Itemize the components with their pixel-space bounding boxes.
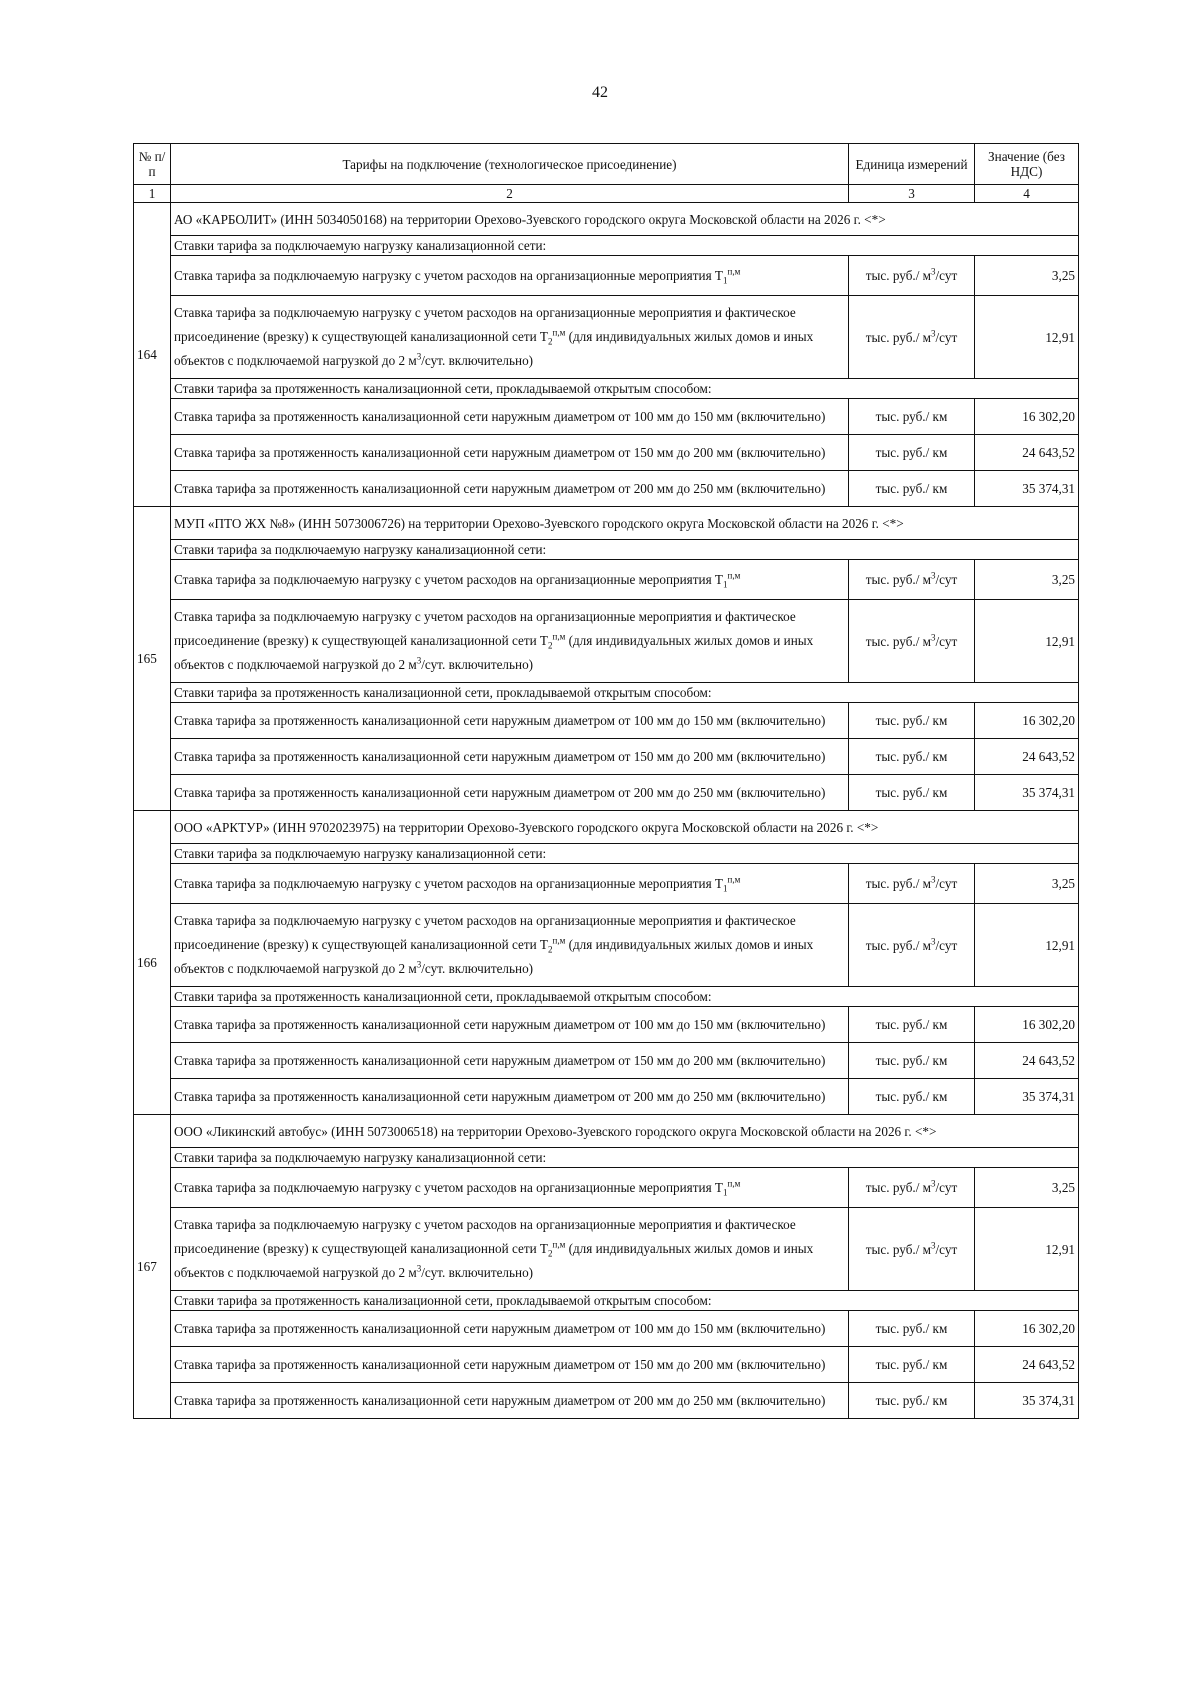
unit-load: тыс. руб./ $м^3$/сут	[849, 1168, 975, 1208]
section-load-label: Ставки тарифа за подключаемую нагрузку канализационной сети:	[171, 236, 1079, 256]
section-load-row	[134, 540, 1079, 560]
value-d2: 24 643,52	[975, 1043, 1079, 1079]
unit-length: тыс. руб./ км	[849, 1007, 975, 1043]
diameter-label: Ставка тарифа за протяженность канализационной сети наружным диаметром от 150 мм до 200 мм (включительно)	[171, 435, 849, 471]
unit-length: тыс. руб./ км	[849, 1311, 975, 1347]
diameter-label: Ставка тарифа за протяженность канализационной сети наружным диаметром от 100 мм до 150 мм (включительно)	[171, 399, 849, 435]
header-value: Значение (без НДС)	[975, 144, 1079, 185]
tariff-t2-label: Ставка тарифа за подключаемую нагрузку с учетом расходов на организационные мероприятия и фактическое присоединение (врезку) к существующей канализационной сети $T_2^{п,м}$ (для индивидуальных жилых домов и иных объектов с подключаемой нагрузкой до 2 $м^3$/сут. включительно)	[171, 904, 849, 987]
tariff-t1-row	[134, 560, 1079, 600]
header-no: № п/п	[134, 144, 171, 185]
tariff-t1-label: Ставка тарифа за подключаемую нагрузку с учетом расходов на организационные мероприятия $T_1^{п,м}$	[171, 256, 849, 296]
column-number-row	[134, 185, 1079, 203]
row-number: 164	[134, 203, 171, 507]
unit-length: тыс. руб./ км	[849, 739, 975, 775]
value-d3: 35 374,31	[975, 1079, 1079, 1115]
tariff-t1-row	[134, 864, 1079, 904]
tariff-t2-label: Ставка тарифа за подключаемую нагрузку с учетом расходов на организационные мероприятия и фактическое присоединение (врезку) к существующей канализационной сети $T_2^{п,м}$ (для индивидуальных жилых домов и иных объектов с подключаемой нагрузкой до 2 $м^3$/сут. включительно)	[171, 1208, 849, 1291]
value-d1: 16 302,20	[975, 399, 1079, 435]
diameter-row	[134, 471, 1079, 507]
unit-length: тыс. руб./ км	[849, 703, 975, 739]
value-t2: 12,91	[975, 296, 1079, 379]
section-length-row	[134, 379, 1079, 399]
unit-load: тыс. руб./ $м^3$/сут	[849, 560, 975, 600]
column-number: 1	[134, 185, 171, 203]
value-t1: 3,25	[975, 1168, 1079, 1208]
diameter-label: Ставка тарифа за протяженность канализационной сети наружным диаметром от 150 мм до 200 мм (включительно)	[171, 739, 849, 775]
diameter-label: Ставка тарифа за протяженность канализационной сети наружным диаметром от 200 мм до 250 мм (включительно)	[171, 1383, 849, 1419]
value-d1: 16 302,20	[975, 1007, 1079, 1043]
diameter-row	[134, 399, 1079, 435]
page-number: 42	[592, 84, 608, 101]
diameter-label: Ставка тарифа за протяженность канализационной сети наружным диаметром от 100 мм до 150 мм (включительно)	[171, 1007, 849, 1043]
tariff-t1-label: Ставка тарифа за подключаемую нагрузку с учетом расходов на организационные мероприятия $T_1^{п,м}$	[171, 1168, 849, 1208]
unit-length: тыс. руб./ км	[849, 1043, 975, 1079]
diameter-label: Ставка тарифа за протяженность канализационной сети наружным диаметром от 200 мм до 250 мм (включительно)	[171, 775, 849, 811]
header-name: Тарифы на подключение (технологическое присоединение)	[171, 144, 849, 185]
section-load-label: Ставки тарифа за подключаемую нагрузку канализационной сети:	[171, 1148, 1079, 1168]
section-load-label: Ставки тарифа за подключаемую нагрузку канализационной сети:	[171, 844, 1079, 864]
section-length-row	[134, 683, 1079, 703]
unit-length: тыс. руб./ км	[849, 1383, 975, 1419]
unit-length: тыс. руб./ км	[849, 399, 975, 435]
organization-title: ООО «Ликинский автобус» (ИНН 5073006518) на территории Орехово-Зуевского городского округа Московской области на 2026 г. <*>	[171, 1115, 1079, 1148]
section-length-label: Ставки тарифа за протяженность канализационной сети, прокладываемой открытым способом:	[171, 379, 1079, 399]
organization-row	[134, 507, 1079, 540]
diameter-row	[134, 1311, 1079, 1347]
diameter-row	[134, 1079, 1079, 1115]
unit-length: тыс. руб./ км	[849, 775, 975, 811]
tariff-t1-label: Ставка тарифа за подключаемую нагрузку с учетом расходов на организационные мероприятия $T_1^{п,м}$	[171, 560, 849, 600]
section-length-label: Ставки тарифа за протяженность канализационной сети, прокладываемой открытым способом:	[171, 683, 1079, 703]
tariff-t1-row	[134, 1168, 1079, 1208]
column-number: 4	[975, 185, 1079, 203]
value-d3: 35 374,31	[975, 775, 1079, 811]
diameter-label: Ставка тарифа за протяженность канализационной сети наружным диаметром от 150 мм до 200 мм (включительно)	[171, 1347, 849, 1383]
unit-load: тыс. руб./ $м^3$/сут	[849, 1208, 975, 1291]
row-number: 167	[134, 1115, 171, 1419]
unit-load: тыс. руб./ $м^3$/сут	[849, 600, 975, 683]
value-d2: 24 643,52	[975, 1347, 1079, 1383]
section-length-row	[134, 987, 1079, 1007]
diameter-label: Ставка тарифа за протяженность канализационной сети наружным диаметром от 150 мм до 200 мм (включительно)	[171, 1043, 849, 1079]
value-t1: 3,25	[975, 560, 1079, 600]
diameter-label: Ставка тарифа за протяженность канализационной сети наружным диаметром от 100 мм до 150 мм (включительно)	[171, 1311, 849, 1347]
tariff-t2-row	[134, 904, 1079, 987]
value-d1: 16 302,20	[975, 1311, 1079, 1347]
section-length-row	[134, 1291, 1079, 1311]
diameter-row	[134, 1043, 1079, 1079]
value-d3: 35 374,31	[975, 471, 1079, 507]
organization-title: АО «КАРБОЛИТ» (ИНН 5034050168) на территории Орехово-Зуевского городского округа Московской области на 2026 г. <*>	[171, 203, 1079, 236]
unit-length: тыс. руб./ км	[849, 1347, 975, 1383]
unit-load: тыс. руб./ $м^3$/сут	[849, 296, 975, 379]
unit-load: тыс. руб./ $м^3$/сут	[849, 864, 975, 904]
column-number: 2	[171, 185, 849, 203]
unit-length: тыс. руб./ км	[849, 1079, 975, 1115]
section-load-label: Ставки тарифа за подключаемую нагрузку канализационной сети:	[171, 540, 1079, 560]
section-load-row	[134, 844, 1079, 864]
organization-row	[134, 1115, 1079, 1148]
section-load-row	[134, 1148, 1079, 1168]
organization-row	[134, 811, 1079, 844]
value-t1: 3,25	[975, 864, 1079, 904]
section-length-label: Ставки тарифа за протяженность канализационной сети, прокладываемой открытым способом:	[171, 987, 1079, 1007]
section-length-label: Ставки тарифа за протяженность канализационной сети, прокладываемой открытым способом:	[171, 1291, 1079, 1311]
diameter-label: Ставка тарифа за протяженность канализационной сети наружным диаметром от 200 мм до 250 мм (включительно)	[171, 1079, 849, 1115]
section-load-row	[134, 236, 1079, 256]
unit-length: тыс. руб./ км	[849, 435, 975, 471]
diameter-row	[134, 739, 1079, 775]
row-number: 166	[134, 811, 171, 1115]
tariff-t1-row	[134, 256, 1079, 296]
organization-row	[134, 203, 1079, 236]
tariff-t2-label: Ставка тарифа за подключаемую нагрузку с учетом расходов на организационные мероприятия и фактическое присоединение (врезку) к существующей канализационной сети $T_2^{п,м}$ (для индивидуальных жилых домов и иных объектов с подключаемой нагрузкой до 2 $м^3$/сут. включительно)	[171, 600, 849, 683]
organization-title: МУП «ПТО ЖХ №8» (ИНН 5073006726) на территории Орехово-Зуевского городского округа Московской области на 2026 г. <*>	[171, 507, 1079, 540]
value-d1: 16 302,20	[975, 703, 1079, 739]
diameter-row	[134, 703, 1079, 739]
tariff-table	[133, 143, 1079, 1419]
diameter-label: Ставка тарифа за протяженность канализационной сети наружным диаметром от 200 мм до 250 мм (включительно)	[171, 471, 849, 507]
tariff-t2-row	[134, 296, 1079, 379]
value-d2: 24 643,52	[975, 435, 1079, 471]
row-number: 165	[134, 507, 171, 811]
value-d2: 24 643,52	[975, 739, 1079, 775]
value-t2: 12,91	[975, 904, 1079, 987]
tariff-t2-label: Ставка тарифа за подключаемую нагрузку с учетом расходов на организационные мероприятия и фактическое присоединение (врезку) к существующей канализационной сети $T_2^{п,м}$ (для индивидуальных жилых домов и иных объектов с подключаемой нагрузкой до 2 $м^3$/сут. включительно)	[171, 296, 849, 379]
value-t2: 12,91	[975, 600, 1079, 683]
tariff-t2-row	[134, 1208, 1079, 1291]
unit-load: тыс. руб./ $м^3$/сут	[849, 904, 975, 987]
value-t2: 12,91	[975, 1208, 1079, 1291]
tariff-t1-label: Ставка тарифа за подключаемую нагрузку с учетом расходов на организационные мероприятия $T_1^{п,м}$	[171, 864, 849, 904]
organization-title: ООО «АРКТУР» (ИНН 9702023975) на территории Орехово-Зуевского городского округа Московской области на 2026 г. <*>	[171, 811, 1079, 844]
column-number: 3	[849, 185, 975, 203]
tariff-t2-row	[134, 600, 1079, 683]
diameter-row	[134, 1383, 1079, 1419]
unit-load: тыс. руб./ $м^3$/сут	[849, 256, 975, 296]
header-row	[134, 144, 1079, 185]
diameter-row	[134, 435, 1079, 471]
value-t1: 3,25	[975, 256, 1079, 296]
diameter-label: Ставка тарифа за протяженность канализационной сети наружным диаметром от 100 мм до 150 мм (включительно)	[171, 703, 849, 739]
value-d3: 35 374,31	[975, 1383, 1079, 1419]
unit-length: тыс. руб./ км	[849, 471, 975, 507]
diameter-row	[134, 775, 1079, 811]
diameter-row	[134, 1007, 1079, 1043]
diameter-row	[134, 1347, 1079, 1383]
header-unit: Единица измерений	[849, 144, 975, 185]
